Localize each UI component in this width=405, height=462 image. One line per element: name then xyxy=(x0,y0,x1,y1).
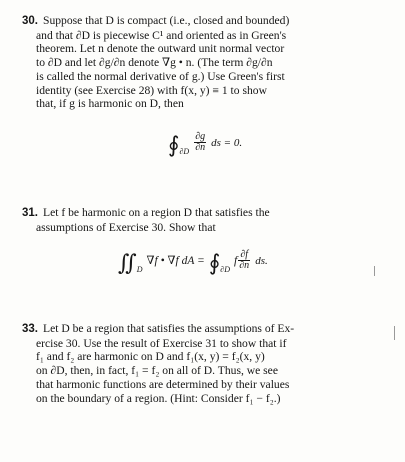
contour-integral-sign: ∮ xyxy=(168,132,180,158)
exercise-33-line-2: ercise 30. Use the result of Exercise 31 to show that if xyxy=(36,336,287,350)
integral-domain: ∂D xyxy=(220,265,231,275)
exercise-30-line-6: identity (see Exercise 28) with f(x, y) ≡ 1 to show xyxy=(36,83,267,97)
equation-30 xyxy=(168,132,242,158)
margin-mark xyxy=(374,266,375,276)
exercise-33-line-5: that harmonic functions are determined by their values xyxy=(36,377,290,391)
exercise-30-line-1: Suppose that D is compact (i.e., closed and bounded) xyxy=(43,14,290,27)
exercise-30-line-4: to ∂D and let ∂g/∂n denote ∇g • n. (The term ∂g/∂n xyxy=(36,56,273,70)
exercise-30 xyxy=(22,14,372,111)
equation-tail: ds = 0. xyxy=(211,137,243,150)
margin-mark xyxy=(394,326,395,340)
rhs-function: f xyxy=(234,255,238,268)
contour-integral-sign: ∮ xyxy=(208,250,221,276)
exercise-30-line-7: that, if g is harmonic on D, then xyxy=(36,97,184,111)
exercise-number: 30. xyxy=(22,15,38,27)
exercise-number: 31. xyxy=(22,207,38,219)
normal-derivative-fraction: $\frac{\partial g}{\partial n}$ xyxy=(195,131,206,153)
exercise-number: 33. xyxy=(22,323,38,335)
exercise-33-line-4: on ∂D, then, in fact, f₁ = f₂ on all of D. Thus, we see xyxy=(36,364,278,378)
normal-derivative-fraction: $\frac{\partial f}{\partial n}$ xyxy=(239,249,250,271)
exercise-33-line-1: Let D be a region that satisfies the assumptions of Ex- xyxy=(43,322,295,335)
integral-domain: ∂D xyxy=(179,147,190,157)
exercise-31-line-2: assumptions of Exercise 30. Show that xyxy=(36,220,216,234)
exercise-33-line-6: on the boundary of a region. (Hint: Consider f₁ − f₂.) xyxy=(36,391,281,405)
exercise-33-line-3: f₁ and f₂ are harmonic on D and f₁(x, y) = f₂(x, y) xyxy=(36,350,265,364)
lhs-integrand: ∇f • ∇f dA = xyxy=(146,255,205,268)
exercise-30-line-3: theorem. Let n denote the outward unit normal vector xyxy=(36,42,285,56)
exercise-30-line-5: is called the normal derivative of g.) Use Green's first xyxy=(36,69,285,83)
equation-tail: ds. xyxy=(255,255,268,268)
exercise-31-line-1: Let f be harmonic on a region D that satisfies the xyxy=(43,206,270,219)
exercise-33 xyxy=(22,322,372,405)
exercise-31 xyxy=(22,206,372,234)
integral-domain: D xyxy=(136,265,143,275)
equation-31 xyxy=(118,250,268,276)
double-integral-sign: ∬ xyxy=(118,250,137,276)
exercise-30-line-2: and that ∂D is piecewise C¹ and oriented as in Green's xyxy=(36,28,287,42)
